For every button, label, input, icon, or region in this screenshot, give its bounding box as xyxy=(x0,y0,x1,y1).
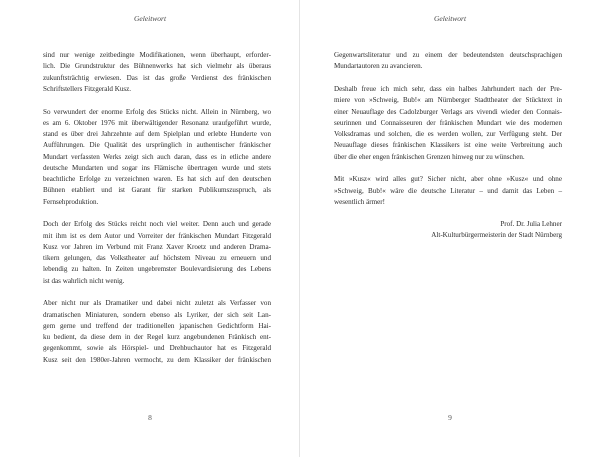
signature-title: Alt-Kulturbürgermeisterin der Stadt Nürnberg xyxy=(431,231,562,240)
text-line: es am 6. Oktober 1976 mit überwältigender Resonanz uraufgeführt wurde, xyxy=(43,118,271,127)
text-line: sind nur wenige zeitbedingte Modifikationen, wenn überhaupt, erforder- xyxy=(43,51,271,59)
text-line: über die eher engen fränkischen Grenzen hinweg nur zu wünschen. xyxy=(334,152,525,161)
text-line: seurinnen und Connaisseuren der fränkischen Mundart wie des modernen xyxy=(334,118,562,127)
page-number-right: 9 xyxy=(448,413,452,422)
paragraph xyxy=(334,84,562,163)
text-line: Aufführungen. Die Qualität des ursprünglich in authentischer fränkischer xyxy=(43,141,271,150)
right-page-body xyxy=(334,50,562,242)
text-line: ist das wahrlich nicht wenig. xyxy=(43,276,125,285)
text-line: Mundart verfassten Werks zeigt sich auch daran, dass es in etliche andere xyxy=(43,152,271,161)
text-line: wesentlich ärmer! xyxy=(334,197,386,206)
page-number-left: 8 xyxy=(148,413,152,422)
text-line: mit ihm ist es dem Autor und Vorreiter der fränkischen Mundart Fitzgerald xyxy=(43,231,271,240)
text-line: »Schweig, Bub!« wäre die deutsche Literatur – und damit das Leben – xyxy=(334,186,562,195)
signature-block xyxy=(334,219,562,242)
text-line: zukunftsträchtig erwiesen. Das ist das große Verdienst des fränkischen xyxy=(43,73,271,82)
text-line: miere von »Schweig, Bub!« am Nürnberger Stadttheater der Stücktext in xyxy=(334,96,562,105)
text-line: beachtliche Erfolge zu verzeichnen waren. Es hat sich auf den deutschen xyxy=(43,175,271,183)
paragraph xyxy=(43,107,271,208)
paragraph xyxy=(43,50,271,95)
text-line: stand es über drei Jahrzehnte auf dem Spielplan und erlebte Hunderte von xyxy=(43,130,271,138)
text-line: Aber nicht nur als Dramatiker und dabei nicht zuletzt als Verfasser von xyxy=(43,299,271,308)
text-line: Gegenwartsliteratur und zu einem der bedeutendsten deutschsprachigen xyxy=(334,51,562,59)
text-line: dramatischen Miniaturen, sondern ebenso als Lyriker, der sich seit Lan- xyxy=(43,310,271,319)
text-line: Kusz vor Jahren im Verbund mit Franz Xaver Kroetz und anderen Drama- xyxy=(43,242,271,251)
text-line: Deshalb freue ich mich sehr, dass ein halbes Jahrhundert nach der Pre- xyxy=(334,85,562,93)
text-line: tikern gelungen, das Volkstheater auf höchstem Niveau zu erneuern und xyxy=(43,254,271,262)
text-line: So verwundert der enorme Erfolg des Stücks nicht. Allein in Nürnberg, wo xyxy=(43,107,271,116)
left-page-body xyxy=(43,50,271,366)
running-head-left: Geleitwort xyxy=(133,14,167,23)
text-line: Mit »Kusz« wird alles gut? Sicher nicht, aber ohne »Kusz« und ohne xyxy=(334,175,562,184)
text-line: deutsche Mundarten und sogar ins Flämische übertragen wurde und stets xyxy=(43,163,271,172)
text-line: Neuauflage dieses fränkischen Klassikers ist eine weite Verbreitung auch xyxy=(334,141,562,150)
paragraph xyxy=(334,50,562,73)
text-line: gem gerne und treffend der traditionellen japanischen Gedichtform Hai- xyxy=(43,321,271,330)
text-line: lebendig zu halten. In Zeiten ungebremster Boulevardisierung des Lebens xyxy=(43,265,271,274)
text-line: Mundartautoren zu avancieren. xyxy=(334,62,423,71)
text-line: Kusz seit den 1980er-Jahren vermocht, zu dem Klassiker der fränkischen xyxy=(43,355,271,364)
text-line: Fernsehproduktion. xyxy=(43,197,99,206)
text-line: gegenkommt, sowie als Hörspiel- und Drehbuchautor hat es Fitzgerald xyxy=(43,344,271,353)
paragraph xyxy=(43,219,271,287)
text-line: einer Neuauflage des Cadolzburger Verlags ars vivendi wieder den Connais- xyxy=(334,107,562,116)
text-line: ku bedient, da diese dem in der Regel kurz angebundenen Fränkisch ent- xyxy=(43,333,271,341)
right-page xyxy=(300,0,600,457)
running-head-right: Geleitwort xyxy=(433,14,467,23)
paragraph xyxy=(43,298,271,366)
text-line: Bühnen etabliert und ist Garant für starken Publikumszuspruch, als xyxy=(43,186,271,195)
text-line: lich. Die Grundstruktur des Bühnenwerks hat sich vielmehr als überaus xyxy=(43,62,271,71)
paragraph xyxy=(334,174,562,208)
signature-name: Prof. Dr. Julia Lehner xyxy=(500,220,562,228)
text-line: Volksdramas und solchen, die es werden wollen, zur Verfügung steht. Der xyxy=(334,130,562,138)
text-line: Schriftstellers Fitzgerald Kusz. xyxy=(43,84,132,93)
text-line: Doch der Erfolg des Stücks reicht noch viel weiter. Denn auch und gerade xyxy=(43,220,271,229)
